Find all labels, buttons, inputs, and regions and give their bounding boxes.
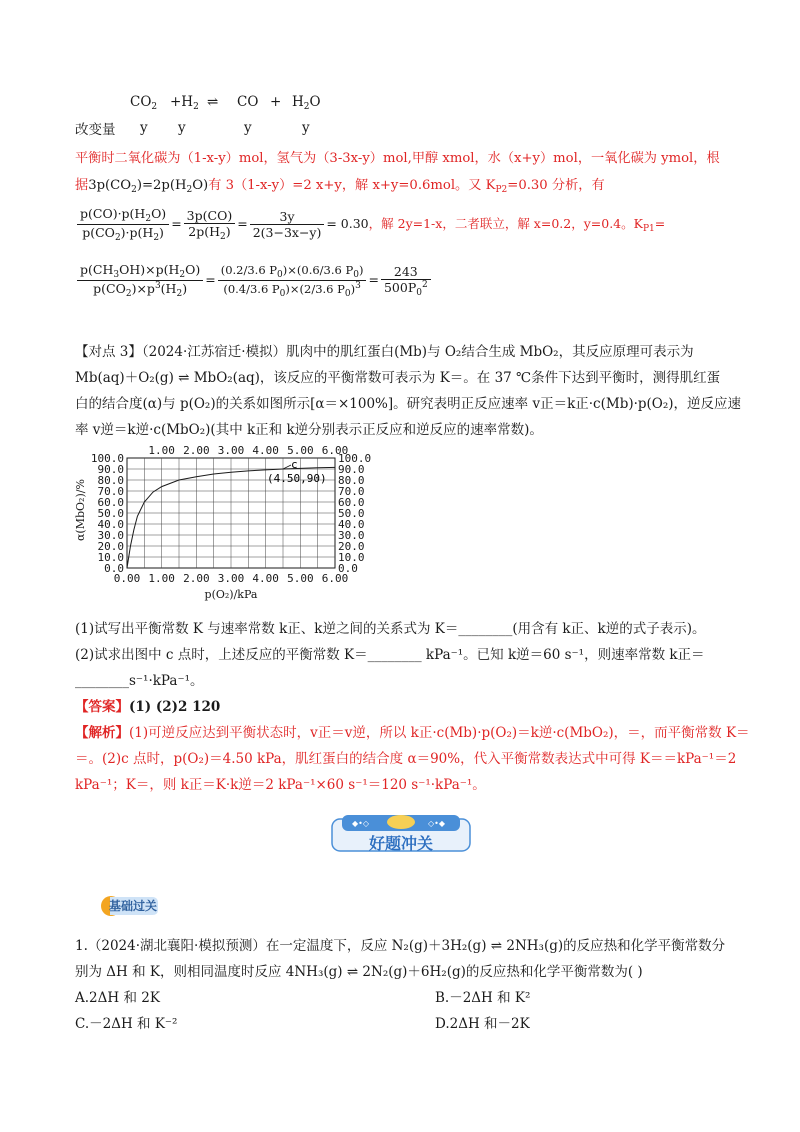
species-h2: $+H_2$: [170, 94, 199, 112]
y-tick-label-right: 20.0: [338, 540, 365, 553]
y-tick-label-left: 60.0: [97, 496, 124, 509]
line2-sub: P2: [495, 185, 508, 195]
x-tick-label-bottom: 6.00: [321, 572, 349, 585]
species-h2o: $H_2O$: [292, 94, 321, 112]
exercise-stem-1: 1.（2024·湖北襄阳·模拟预测）在一定温度下，反应 N₂(g)＋3H₂(g) ⇌ 2NH₃(g)的反应热和化学平衡常数分: [75, 938, 726, 954]
analysis-label: 【解析】: [75, 725, 129, 741]
equation-kp2: $\frac{p(CO)\cdot p(H_2O)}{p(CO_2)\cdot p(H_2)}$ = $\frac{3p(CO)}{2p(H_2)}$ = $\frac{3y}{2(3-3x-y)}$ = 0.30，解 2y=1-x，二者联立，解 x=0.2，y=0.4。$K_{P1}=$: [75, 206, 665, 243]
frac-kp1-result: $\frac{243}{500P_0^2}$: [381, 264, 431, 298]
y-tick-label-left: 100.0: [90, 452, 124, 465]
x-tick-label-bottom: 4.00: [252, 572, 279, 585]
x-tick-label-top: 5.00: [287, 444, 314, 457]
x-tick-label-top: 4.00: [252, 444, 279, 457]
sub-question-2: (2)试求出图中 c 点时，上述反应的平衡常数 K＝________ kPa⁻¹。已知 k逆＝60 s⁻¹，则速率常数 k正＝: [75, 647, 705, 663]
answer-label: 【答案】: [75, 699, 129, 715]
line2-end: =0.30 分析，有: [507, 178, 605, 193]
x-tick-label-top: 3.00: [217, 444, 245, 457]
question-line-2: Mb(aq)＋O₂(g) ⇌ MbO₂(aq)，该反应的平衡常数可表示为 K＝。在 37 ℃条件下达到平衡时，测得肌红蛋: [75, 370, 721, 386]
option-a[interactable]: A.2ΔH 和 2K: [75, 990, 160, 1006]
solution-line-2: [75, 174, 605, 195]
plus-sign: +: [270, 94, 282, 110]
svg-text:◇•◆: ◇•◆: [428, 819, 446, 828]
frac-kp1-main: $\frac{p(CH_3OH)\times p(H_2O)}{p(CO_2)\times p^3(H_2)}$: [77, 262, 203, 299]
option-b[interactable]: B.－2ΔH 和 K²: [435, 990, 531, 1006]
eq1-note: ，解 2y=1-x，二者联立，解 x=0.2，y=0.4。K: [368, 216, 643, 231]
species-co2: $CO_2$: [130, 94, 158, 112]
row-value-2: y: [178, 120, 186, 136]
frac-2: $\frac{3p(CO)}{2p(H_2)}$: [184, 208, 236, 242]
x-tick-label-top: 1.00: [148, 444, 175, 457]
y-tick-label-left: 90.0: [97, 463, 124, 476]
binding-chart: [72, 440, 382, 610]
species-co: CO: [237, 94, 259, 110]
y-tick-label-left: 70.0: [97, 485, 124, 498]
sub-question-2b: ________s⁻¹·kPa⁻¹。: [75, 673, 204, 689]
svg-text:◆•◇: ◆•◇: [352, 819, 370, 828]
y-tick-label-left: 10.0: [97, 551, 124, 564]
question-line-4: 率 v逆＝k逆·c(MbO₂)(其中 k正和 k逆分别表示正反应和逆反应的速率常数)。: [75, 422, 543, 438]
y-tick-label-left: 80.0: [97, 474, 124, 487]
frac-kp1-sub: $\frac{(0.2/3.6 P_0)\times(0.6/3.6 P_0)}{(0.4/3.6 P_0)\times(2/3.6 P_0)^3}$: [218, 263, 367, 299]
sub-question-1: (1)试写出平衡常数 K 与速率常数 k正、k逆之间的关系式为 K＝________(用含有 k正、k逆的式子表示)。: [75, 621, 706, 637]
y-tick-label-right: 70.0: [338, 485, 365, 498]
y-tick-label-right: 40.0: [338, 518, 365, 531]
line2-formula: $3p(CO_2)=2p(H_2O)$: [88, 178, 209, 195]
y-tick-label-right: 10.0: [338, 551, 365, 564]
y-tick-label-right: 30.0: [338, 529, 365, 542]
y-tick-label-right: 60.0: [338, 496, 365, 509]
section-header-banner: [330, 815, 472, 853]
analysis-line-3: kPa⁻¹；K＝，则 k正＝K·k逆＝2 kPa⁻¹×60 s⁻¹＝120 s⁻¹·kPa⁻¹。: [75, 777, 486, 793]
point-c-label: c: [291, 458, 298, 471]
x-tick-label-top: 2.00: [183, 444, 210, 457]
y-axis-label: α(MbO₂)/%: [74, 479, 87, 541]
y-tick-label-left: 40.0: [97, 518, 124, 531]
question-line-3: 白的结合度(α)与 p(O₂)的关系如图所示[α＝×100%]。研究表明正反应速率 v正＝k正·c(Mb)·p(O₂)，逆反应速: [75, 396, 742, 412]
y-tick-label-left: 30.0: [97, 529, 124, 542]
solution-line-1: 平衡时二氧化碳为（1-x-y）mol，氢气为（3-3x-y）mol,甲醇 xmol，水（x+y）mol，一氧化碳为 ymol，根: [75, 151, 720, 166]
equation-kp1: $\frac{p(CH_3OH)\times p(H_2O)}{p(CO_2)\times p^3(H_2)}$ = $\frac{(0.2/3.6 P_0)\times(0.6/3.6 P_0)}{(0.4/3.6 P_0)\times(2/3.6 P_0)^3}$ = $\frac{243}{500P_0^2}$: [75, 262, 433, 299]
answer-text: (1) (2)2 120: [129, 699, 221, 715]
y-tick-label-right: 0.0: [338, 562, 358, 575]
eq1-note-sub: P1: [642, 224, 655, 234]
row-value-4: y: [302, 120, 310, 136]
x-tick-label-bottom: 3.00: [217, 572, 245, 585]
frac-3: $\frac{3y}{2(3-3x-y)}$: [250, 209, 325, 240]
x-axis-label: p(O₂)/kPa: [204, 588, 258, 601]
eq1-tail: = 0.30: [326, 216, 369, 231]
x-tick-label-bottom: 0.00: [113, 572, 141, 585]
answer: [75, 695, 220, 715]
equilibrium-arrow: ⇌: [207, 94, 219, 110]
line2-suffix: 有 3（1-x-y）=2 x+y，解 x+y=0.6mol。又 K: [208, 178, 496, 193]
line2-prefix: 据: [75, 178, 89, 193]
y-tick-label-left: 0.0: [104, 562, 124, 575]
x-tick-label-bottom: 2.00: [183, 572, 210, 585]
y-tick-label-left: 20.0: [97, 540, 124, 553]
option-c[interactable]: C.－2ΔH 和 K⁻²: [75, 1016, 178, 1032]
row-value-3: y: [244, 120, 252, 136]
y-tick-label-right: 50.0: [338, 507, 365, 520]
analysis-text-1: (1)可逆反应达到平衡状态时，v正＝v逆，所以 k正·c(Mb)·p(O₂)＝k逆·c(MbO₂)，＝，而平衡常数 K＝: [129, 725, 750, 741]
x-tick-label-bottom: 1.00: [148, 572, 175, 585]
analysis-line-1: [75, 721, 750, 741]
y-tick-label-right: 90.0: [338, 463, 365, 476]
frac-1: $\frac{p(CO)\cdot p(H_2O)}{p(CO_2)\cdot p(H_2)}$: [77, 206, 169, 243]
x-tick-label-top: 6.00: [321, 444, 349, 457]
point-c-coords: (4.50,90): [267, 472, 327, 485]
y-tick-label-right: 80.0: [338, 474, 365, 487]
analysis-line-2: ＝。(2)c 点时，p(O₂)＝4.50 kPa，肌红蛋白的结合度 α＝90%，代入平衡常数表达式中可得 K＝＝kPa⁻¹＝2: [75, 751, 737, 767]
exercise-stem-2: 别为 ΔH 和 K，则相同温度时反应 4NH₃(g) ⇌ 2N₂(g)＋6H₂(g)的反应热和化学平衡常数为( ): [75, 964, 643, 980]
y-tick-label-left: 50.0: [97, 507, 124, 520]
row-value-1: y: [140, 120, 148, 136]
x-tick-label-bottom: 5.00: [287, 572, 314, 585]
eq1-note-end: =: [654, 216, 666, 231]
option-d[interactable]: D.2ΔH 和－2K: [435, 1016, 530, 1032]
section-header-title: 好题冲关: [368, 834, 433, 853]
question-intro: 【对点 3】（2024·江苏宿迁·模拟）肌肉中的肌红蛋白(Mb)与 O₂结合生成 MbO₂，其反应原理可表示为: [75, 344, 694, 360]
section-badge-label: 基础过关: [109, 899, 158, 913]
y-tick-label-right: 100.0: [338, 452, 372, 465]
row-label: 改变量: [75, 122, 116, 138]
